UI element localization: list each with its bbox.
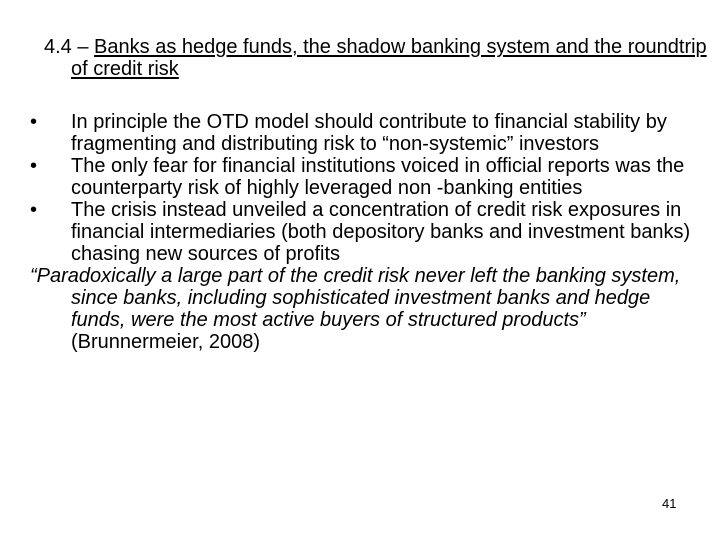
page-number: 41 [662,496,677,511]
quote-citation: (Brunnermeier, 2008) [71,331,260,353]
bullet-text: The only fear for financial institutions voiced in official reports was the counterparty risk of highly leveraged non -banking entities [71,155,685,199]
slide-body [30,111,694,353]
bullet-item [30,111,694,155]
bullet-item [30,155,694,199]
bullet-dot: • [30,199,38,221]
bullet-dot: • [30,111,38,133]
title-prefix: 4.4 – [44,36,95,58]
quote-text: “Paradoxically a large part of the credit risk never left the banking system, since banks, including sophisticated investment banks and hedge funds, were the most active buyers of structured products” [30,265,681,331]
bullet-dot: • [30,155,38,177]
quote-block [30,265,694,353]
bullet-item [30,199,694,265]
bullet-text: The crisis instead unveiled a concentration of credit risk exposures in financial intermediaries (both depository banks and investment banks) chasing new sources of profits [71,199,691,265]
title-underlined: Banks as hedge funds, the shadow banking system and the roundtrip of credit risk [71,36,707,80]
bullet-text: In principle the OTD model should contribute to financial stability by fragmenting and distributing risk to “non-systemic” investors [71,111,667,155]
slide-title [44,36,711,80]
